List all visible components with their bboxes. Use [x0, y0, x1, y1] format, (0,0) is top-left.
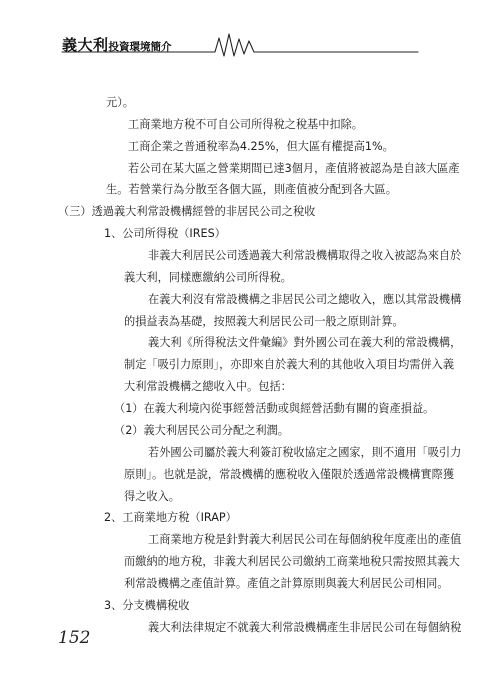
text-line: 生。若營業行為分散至各個大區，則產值被分配到各大區。 [106, 183, 397, 196]
page-header [0, 0, 480, 70]
list-item: （1）在義大利境內從事經營活動或與經營活動有關的資產損益。 [114, 402, 435, 415]
text-line: 非義大利居民公司透過義大利常設機構取得之收入被認為來自於 [148, 249, 462, 262]
text-line: 而繳納的地方稅，非義大利居民公司繳納工商業地稅只需按照其義大 [124, 555, 460, 568]
subsection-heading: 3、分支機構稅收 [104, 599, 190, 612]
text-line: 原則」。也就是說，常設機構的應稅收入僅限於透過常設機構實際獲 [124, 468, 455, 481]
text-line: 在義大利沒有常設機構之非居民公司之總收入，應以其常設機構 [148, 293, 462, 306]
running-head-sub: 投資環境簡介 [108, 41, 172, 53]
text-line: 工商業地方稅是針對義大利居民公司在每個納稅年度產出的產值 [148, 533, 462, 546]
text-line: 義大利，同樣應繳納公司所得稅。 [124, 271, 292, 284]
text-line: 利常設機構之產值計算。產值之計算原則與義大利居民公司相同。 [124, 577, 449, 590]
subsection-heading: 1、公司所得稅（IRES） [104, 227, 226, 240]
text-line: 義大利《所得稅法文件彙編》對外國公司在義大利的常設機構， [148, 336, 462, 349]
text-line: 制定「吸引力原則」，亦即來自於義大利的其他收入項目均需併入義 [124, 358, 455, 371]
text-line: 大利常設機構之總收入中。包括： [124, 380, 292, 393]
text-line: 若公司在某大區之營業期間已達3個月，產值將被認為是自該大區產 [128, 162, 460, 175]
text-line: 得之收入。 [124, 490, 180, 503]
section-heading: （三）透過義大利常設機構經營的非居民公司之稅收 [58, 205, 316, 218]
text-line: 的損益表為基礎，按照義大利居民公司一般之原則計算。 [124, 315, 404, 328]
subsection-heading: 2、工商業地方稅（IRAP） [104, 511, 237, 524]
text-line: 工商企業之普通稅率為4.25%，但大區有權提高1%。 [128, 140, 394, 153]
heartbeat-divider-graphic [0, 30, 480, 58]
text-line: 義大利法律規定不就義大利常設機構產生非居民公司在每個納稅 [148, 621, 462, 634]
text-line: 若外國公司屬於義大利簽訂稅收協定之國家，則不適用「吸引力 [148, 446, 462, 459]
text-line: 元）。 [106, 96, 134, 109]
running-head-main: 義大利 [62, 36, 109, 54]
list-item: （2）義大利居民公司分配之利潤。 [114, 424, 289, 437]
page-number: 152 [58, 628, 91, 648]
text-line: 工商業地方稅不可自公司所得稅之稅基中扣除。 [128, 118, 363, 131]
